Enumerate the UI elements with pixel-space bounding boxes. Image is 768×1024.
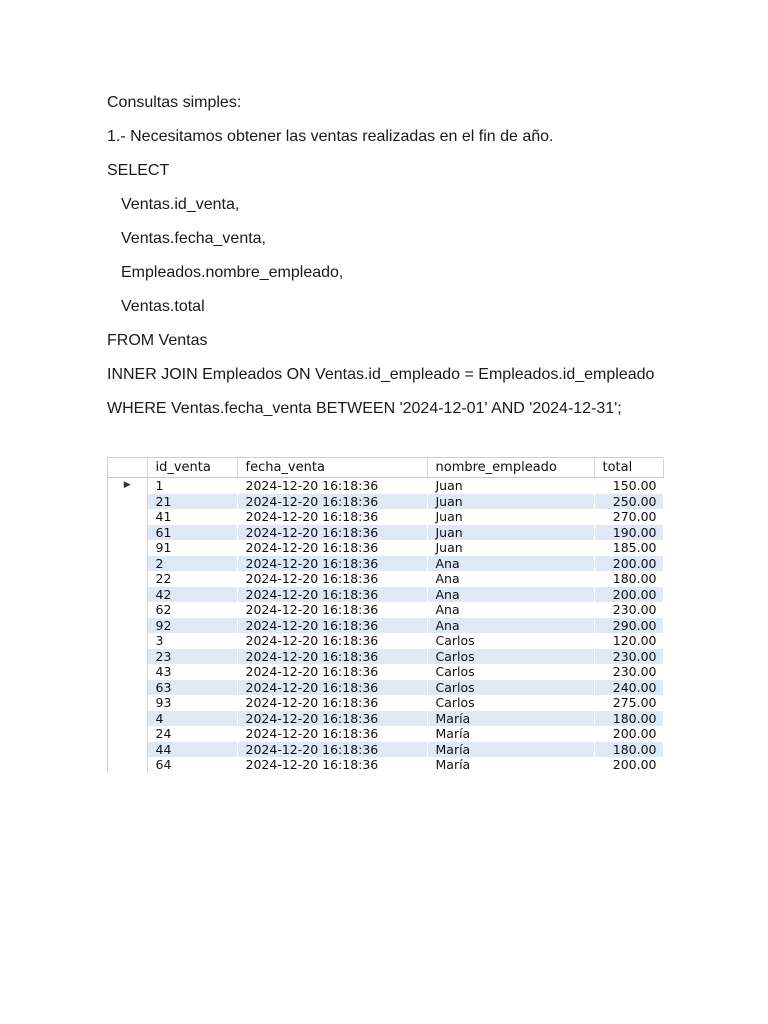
column-header[interactable]: nombre_empleado <box>427 458 594 478</box>
sql-join: INNER JOIN Empleados ON Ventas.id_empleado = Empleados.id_empleado <box>107 366 655 383</box>
row-marker[interactable] <box>108 726 147 742</box>
table-cell-total[interactable]: 200.00 <box>594 587 663 603</box>
table-row[interactable] <box>108 525 663 541</box>
table-row[interactable] <box>108 680 663 696</box>
sql-from: FROM Ventas <box>107 332 208 349</box>
table-cell-total[interactable]: 190.00 <box>594 525 663 541</box>
table-cell-total[interactable]: 180.00 <box>594 711 663 727</box>
table-cell-id-venta[interactable]: 63 <box>147 680 237 696</box>
table-row[interactable] <box>108 695 663 711</box>
table-cell-fecha-venta[interactable]: 2024-12-20 16:18:36 <box>237 695 427 711</box>
table-cell-fecha-venta[interactable]: 2024-12-20 16:18:36 <box>237 649 427 665</box>
row-marker[interactable] <box>108 633 147 649</box>
table-row[interactable] <box>108 494 663 510</box>
result-grid <box>108 458 664 773</box>
table-cell-total[interactable]: 275.00 <box>594 695 663 711</box>
table-cell-total[interactable]: 180.00 <box>594 571 663 587</box>
table-cell-id-venta[interactable]: 24 <box>147 726 237 742</box>
table-cell-nombre-empleado[interactable]: Carlos <box>427 664 594 680</box>
table-cell-fecha-venta[interactable]: 2024-12-20 16:18:36 <box>237 664 427 680</box>
table-cell-nombre-empleado[interactable]: María <box>427 711 594 727</box>
table-cell-fecha-venta[interactable]: 2024-12-20 16:18:36 <box>237 556 427 572</box>
table-row[interactable] <box>108 618 663 634</box>
table-cell-fecha-venta[interactable]: 2024-12-20 16:18:36 <box>237 587 427 603</box>
table-cell-fecha-venta[interactable]: 2024-12-20 16:18:36 <box>237 726 427 742</box>
table-cell-nombre-empleado[interactable]: Juan <box>427 509 594 525</box>
table-cell-fecha-venta[interactable]: 2024-12-20 16:18:36 <box>237 711 427 727</box>
table-cell-total[interactable]: 185.00 <box>594 540 663 556</box>
table-row[interactable] <box>108 602 663 618</box>
table-cell-nombre-empleado[interactable]: María <box>427 726 594 742</box>
table-cell-nombre-empleado[interactable]: Juan <box>427 478 594 494</box>
table-cell-id-venta[interactable]: 61 <box>147 525 237 541</box>
table-cell-nombre-empleado[interactable]: Juan <box>427 540 594 556</box>
table-cell-fecha-venta[interactable]: 2024-12-20 16:18:36 <box>237 618 427 634</box>
table-cell-fecha-venta[interactable]: 2024-12-20 16:18:36 <box>237 602 427 618</box>
row-marker[interactable] <box>108 509 147 525</box>
section-heading: Consultas simples: <box>107 94 242 111</box>
row-marker[interactable] <box>108 556 147 572</box>
row-marker[interactable] <box>108 711 147 727</box>
table-row[interactable] <box>108 664 663 680</box>
table-cell-total[interactable]: 200.00 <box>594 556 663 572</box>
table-cell-id-venta[interactable]: 62 <box>147 602 237 618</box>
table-cell-id-venta[interactable]: 21 <box>147 494 237 510</box>
row-marker[interactable] <box>108 649 147 665</box>
table-row[interactable] <box>108 711 663 727</box>
table-cell-fecha-venta[interactable]: 2024-12-20 16:18:36 <box>237 742 427 758</box>
table-cell-fecha-venta[interactable]: 2024-12-20 16:18:36 <box>237 757 427 773</box>
column-header[interactable]: id_venta <box>147 458 237 478</box>
table-cell-id-venta[interactable]: 44 <box>147 742 237 758</box>
table-cell-total[interactable]: 270.00 <box>594 509 663 525</box>
table-cell-fecha-venta[interactable]: 2024-12-20 16:18:36 <box>237 525 427 541</box>
sql-field: Ventas.fecha_venta, <box>121 230 266 247</box>
table-cell-nombre-empleado[interactable]: Juan <box>427 525 594 541</box>
table-cell-id-venta[interactable]: 91 <box>147 540 237 556</box>
row-marker[interactable] <box>108 618 147 634</box>
table-row[interactable] <box>108 540 663 556</box>
result-grid-screenshot <box>107 457 663 773</box>
table-cell-fecha-venta[interactable]: 2024-12-20 16:18:36 <box>237 680 427 696</box>
sql-field: Empleados.nombre_empleado, <box>121 264 344 281</box>
question-text: 1.- Necesitamos obtener las ventas realizadas en el fin de año. <box>107 128 554 145</box>
table-row[interactable] <box>108 556 663 572</box>
table-cell-id-venta[interactable]: 1 <box>147 478 237 494</box>
table-cell-id-venta[interactable]: 92 <box>147 618 237 634</box>
table-cell-nombre-empleado[interactable]: Ana <box>427 587 594 603</box>
row-marker[interactable] <box>108 494 147 510</box>
table-cell-nombre-empleado[interactable]: María <box>427 742 594 758</box>
table-row[interactable] <box>108 633 663 649</box>
table-cell-id-venta[interactable]: 4 <box>147 711 237 727</box>
row-marker[interactable] <box>108 525 147 541</box>
document-body <box>107 92 667 432</box>
table-cell-nombre-empleado[interactable]: Carlos <box>427 633 594 649</box>
table-cell-total[interactable]: 230.00 <box>594 664 663 680</box>
row-marker[interactable] <box>108 571 147 587</box>
sql-where: WHERE Ventas.fecha_venta BETWEEN '2024-12-01' AND '2024-12-31'; <box>107 400 622 417</box>
table-cell-total[interactable]: 120.00 <box>594 633 663 649</box>
sql-field: Ventas.total <box>121 298 205 315</box>
table-cell-nombre-empleado[interactable]: Carlos <box>427 649 594 665</box>
table-cell-fecha-venta[interactable]: 2024-12-20 16:18:36 <box>237 633 427 649</box>
sql-select: SELECT <box>107 162 170 179</box>
table-cell-id-venta[interactable]: 42 <box>147 587 237 603</box>
table-cell-id-venta[interactable]: 93 <box>147 695 237 711</box>
table-cell-nombre-empleado[interactable]: Ana <box>427 618 594 634</box>
grid-header-row <box>108 458 663 478</box>
table-cell-total[interactable]: 180.00 <box>594 742 663 758</box>
table-cell-nombre-empleado[interactable]: Ana <box>427 602 594 618</box>
table-cell-total[interactable]: 230.00 <box>594 649 663 665</box>
table-cell-id-venta[interactable]: 43 <box>147 664 237 680</box>
table-cell-fecha-venta[interactable]: 2024-12-20 16:18:36 <box>237 478 427 494</box>
table-cell-total[interactable]: 200.00 <box>594 757 663 773</box>
table-cell-fecha-venta[interactable]: 2024-12-20 16:18:36 <box>237 571 427 587</box>
table-row[interactable] <box>108 649 663 665</box>
table-cell-fecha-venta[interactable]: 2024-12-20 16:18:36 <box>237 540 427 556</box>
row-marker[interactable] <box>108 757 147 773</box>
current-row-icon[interactable]: ▶ <box>108 478 147 494</box>
table-cell-nombre-empleado[interactable]: María <box>427 757 594 773</box>
table-cell-total[interactable]: 250.00 <box>594 494 663 510</box>
table-row[interactable] <box>108 478 663 494</box>
table-cell-id-venta[interactable]: 2 <box>147 556 237 572</box>
table-cell-total[interactable]: 200.00 <box>594 726 663 742</box>
table-cell-nombre-empleado[interactable]: Juan <box>427 494 594 510</box>
table-cell-id-venta[interactable]: 22 <box>147 571 237 587</box>
table-cell-total[interactable]: 290.00 <box>594 618 663 634</box>
table-cell-fecha-venta[interactable]: 2024-12-20 16:18:36 <box>237 494 427 510</box>
grid-body <box>108 478 663 773</box>
table-cell-id-venta[interactable]: 23 <box>147 649 237 665</box>
table-cell-nombre-empleado[interactable]: Ana <box>427 556 594 572</box>
row-marker[interactable] <box>108 680 147 696</box>
row-marker[interactable] <box>108 587 147 603</box>
table-cell-total[interactable]: 240.00 <box>594 680 663 696</box>
row-marker[interactable] <box>108 742 147 758</box>
table-row[interactable] <box>108 571 663 587</box>
table-row[interactable] <box>108 509 663 525</box>
table-cell-nombre-empleado[interactable]: Ana <box>427 571 594 587</box>
table-cell-id-venta[interactable]: 41 <box>147 509 237 525</box>
table-row[interactable] <box>108 587 663 603</box>
column-header[interactable]: fecha_venta <box>237 458 427 478</box>
column-header[interactable]: total <box>594 458 663 478</box>
table-cell-nombre-empleado[interactable]: Carlos <box>427 695 594 711</box>
table-row[interactable] <box>108 726 663 742</box>
row-marker[interactable] <box>108 664 147 680</box>
table-cell-id-venta[interactable]: 3 <box>147 633 237 649</box>
table-cell-total[interactable]: 230.00 <box>594 602 663 618</box>
row-marker-header <box>108 458 147 478</box>
table-cell-total[interactable]: 150.00 <box>594 478 663 494</box>
table-cell-nombre-empleado[interactable]: Carlos <box>427 680 594 696</box>
table-row[interactable] <box>108 757 663 773</box>
row-marker[interactable] <box>108 695 147 711</box>
table-cell-id-venta[interactable]: 64 <box>147 757 237 773</box>
table-row[interactable] <box>108 742 663 758</box>
sql-field: Ventas.id_venta, <box>121 196 240 213</box>
row-marker[interactable] <box>108 602 147 618</box>
row-marker[interactable] <box>108 540 147 556</box>
table-cell-fecha-venta[interactable]: 2024-12-20 16:18:36 <box>237 509 427 525</box>
